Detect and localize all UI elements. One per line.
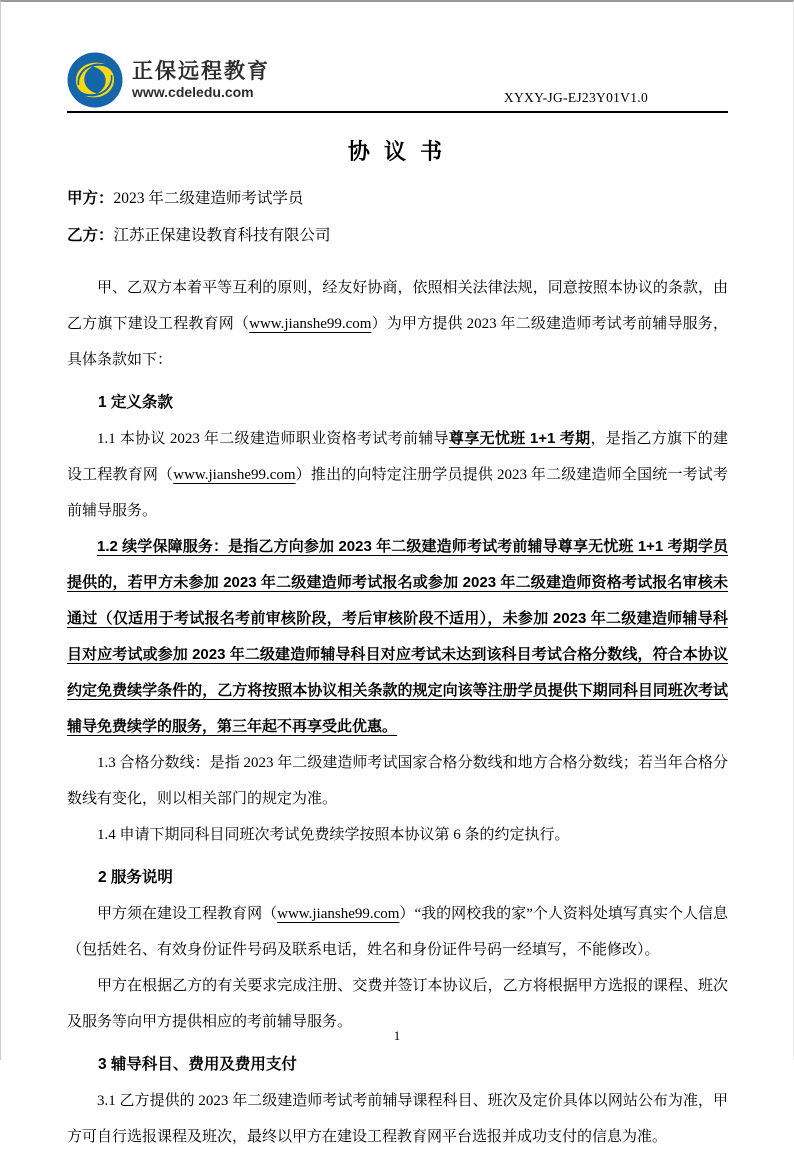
- section-heading: [67, 385, 728, 421]
- party-a-value: 2023 年二级建造师考试学员: [113, 190, 304, 207]
- party-a-row: [67, 180, 728, 217]
- text-segment: 3 辅导科目、费用及费用支付: [98, 1056, 297, 1073]
- text-segment: 1.2 续学保障服务：是指乙方向参加 2023 年二级建造师考试考前辅导尊享无忧班 1+1 考期学员提供的，若甲方未参加 2023 年二级建造师考试报名或参加 2023 年二级建造师资格考试报名审核未通过（仅适用于考试报名考前审核阶段，考后审核阶段不适用），未参加 2023 年二级建造师辅导科目对应考试或参加 2023 年二级建造师辅导科目对应考试未达到该科目考试合格分数线，符合本协议约定免费续学条件的，乙方将按照本协议相关条款的规定向该等注册学员提供下期同科目同班次考试辅导免费续学的服务，第三年起不再享受此优惠。: [67, 538, 728, 735]
- section-heading: [67, 860, 728, 896]
- text-segment: 3.1 乙方提供的 2023 年二级建造师考试考前辅导课程科目、班次及定价具体以网站公布为准，甲方可自行选报课程及班次，最终以甲方在建设工程教育网平台选报并成功支付的信息为准。: [67, 1093, 728, 1145]
- text-segment: 1 定义条款: [98, 394, 173, 411]
- party-b-value: 江苏正保建设教育科技有限公司: [113, 227, 331, 244]
- url-text: www.jianshe99.com: [173, 467, 296, 483]
- text-segment: 甲方在根据乙方的有关要求完成注册、交费并签订本协议后，乙方将根据甲方选报的课程、班次及服务等向甲方提供相应的考前辅导服务。: [67, 978, 728, 1030]
- party-b-row: [67, 217, 728, 254]
- page-number: 1: [393, 1028, 401, 1043]
- text-segment: ）为甲方提供 2023 年二级建造师考试考前辅导服务，具体条款如下：: [67, 316, 728, 368]
- document-body: [67, 270, 728, 1155]
- paragraph: [67, 896, 728, 968]
- text-segment: 1.1 本协议 2023 年二级建造师职业资格考试考前辅导: [97, 431, 449, 447]
- party-b-label: 乙方：: [67, 227, 114, 244]
- url-text: www.jianshe99.com: [277, 906, 400, 922]
- text-segment: ，是指乙方旗下的建设工程教育网（: [67, 431, 728, 483]
- text-segment: 甲方须在建设工程教育网（: [97, 906, 278, 922]
- text-segment: 1.4 申请下期同科目同班次考试免费续学按照本协议第 6 条的约定执行。: [97, 827, 570, 843]
- text-segment: ）“我的网校我的家”个人资料处填写真实个人信息（包括姓名、有效身份证件号码及联系电话，姓名和身份证件号码一经填写，不能修改）。: [67, 906, 728, 958]
- text-segment: 2 服务说明: [98, 869, 173, 886]
- section-heading: [67, 1047, 728, 1083]
- document-title: 协 议 书: [347, 139, 447, 164]
- text-segment: 1.3 合格分数线：是指 2023 年二级建造师考试国家合格分数线和地方合格分数线；若当年合格分数线有变化，则以相关部门的规定为准。: [67, 755, 728, 807]
- page-header: [67, 52, 728, 113]
- party-a-label: 甲方：: [67, 190, 114, 207]
- url-text: www.jianshe99.com: [249, 316, 372, 332]
- paragraph: [67, 1083, 728, 1155]
- paragraph: [67, 745, 728, 817]
- brand-logo-icon: [67, 52, 123, 108]
- paragraph: [67, 529, 728, 745]
- brand-block: [67, 52, 270, 108]
- brand-name: 正保远程教育: [132, 59, 270, 83]
- text-segment: 尊享无忧班 1+1 考期: [448, 430, 591, 447]
- text-segment: 甲、乙双方本着平等互利的原则，经友好协商，依照相关法律法规，同意按照本协议的条款，由乙方旗下建设工程教育网（: [67, 280, 728, 332]
- text-segment: ）推出的向特定注册学员提供 2023 年二级建造师全国统一考试考前辅导服务。: [67, 467, 728, 519]
- brand-url: www.cdeledu.com: [132, 84, 254, 101]
- document-code: XYXY-JG-EJ23Y01V1.0: [503, 90, 648, 105]
- parties-block: [67, 180, 728, 254]
- paragraph: [67, 421, 728, 529]
- paragraph: [67, 270, 728, 378]
- paragraph: [67, 817, 728, 853]
- brand-text: [132, 60, 270, 100]
